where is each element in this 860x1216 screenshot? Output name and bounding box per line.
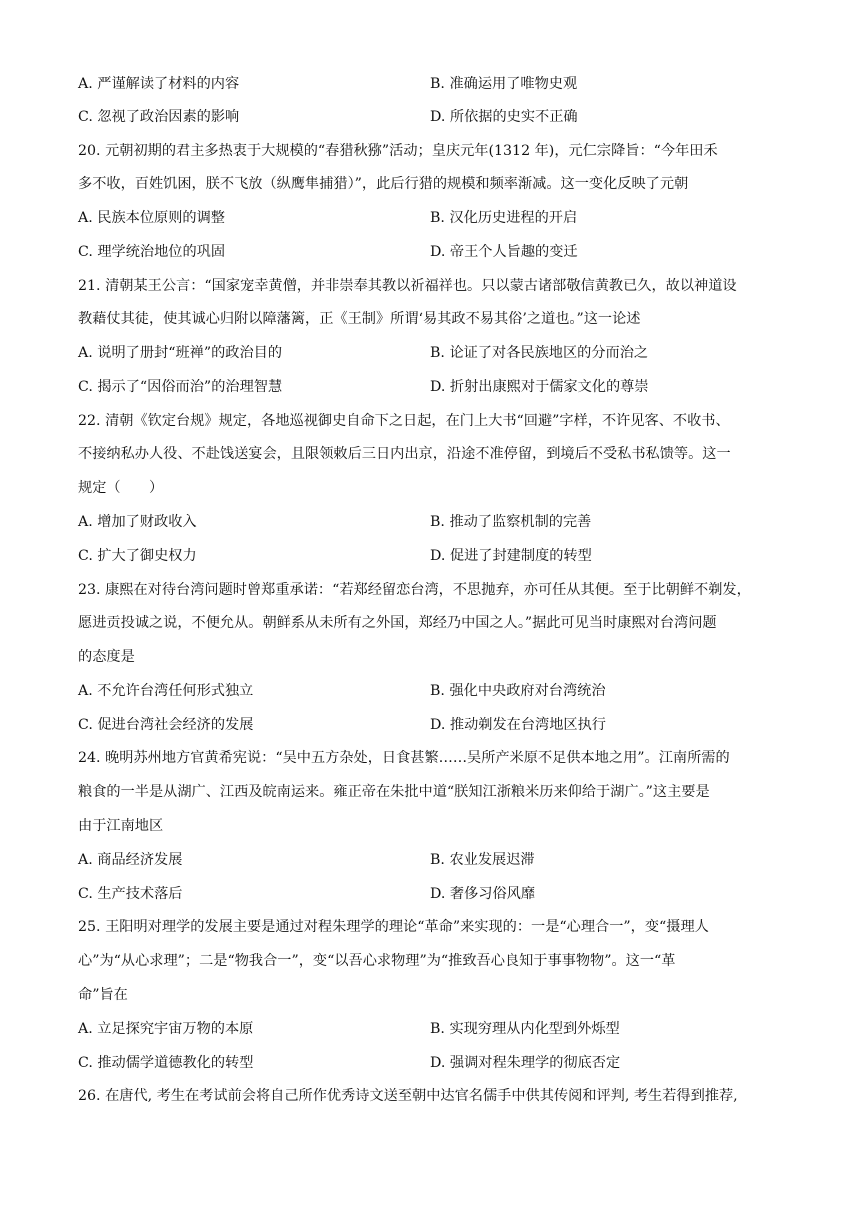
q24-stem-line-3: 由于江南地区 xyxy=(78,818,164,834)
q24-option-d: D. 奢侈习俗风靡 xyxy=(430,886,536,902)
q22-option-c: C. 扩大了御史权力 xyxy=(78,548,197,564)
q24-option-a: A. 商品经济发展 xyxy=(78,852,183,868)
q22-option-d: D. 促进了封建制度的转型 xyxy=(430,548,592,564)
q25-option-d: D. 强调对程朱理学的彻底否定 xyxy=(430,1055,621,1071)
q21-option-c: C. 揭示了“因俗而治”的治理智慧 xyxy=(78,379,283,395)
q20-option-a: A. 民族本位原则的调整 xyxy=(78,210,225,226)
q22-option-b: B. 推动了监察机制的完善 xyxy=(430,514,592,530)
q23-stem-line-2: 愿进贡投诚之说，不便允从。朝鲜系从未所有之外国，郑经乃中国之人。”据此可见当时康熙对台湾问题 xyxy=(78,615,717,631)
q21-option-a: A. 说明了册封“班禅”的政治目的 xyxy=(78,345,283,361)
q21-stem-line-1: 21. 清朝某王公言：“国家宠幸黄僧，并非崇奉其教以祈福祥也。只以蒙古诸部敬信黄教已久，故以神道设 xyxy=(78,278,737,294)
q20-stem-line-1: 20. 元朝初期的君主多热衷于大规模的“春猎秋猕”活动；皇庆元年(1312 年)，元仁宗降旨：“今年田禾 xyxy=(78,143,718,159)
q26-stem-line-1: 26. 在唐代, 考生在考试前会将自己所作优秀诗文送至朝中达官名儒手中供其传阅和评判, 考生若得到推荐, xyxy=(78,1088,738,1104)
q19-option-a: A. 严谨解读了材料的内容 xyxy=(78,76,240,92)
q25-option-b: B. 实现穷理从内化型到外烁型 xyxy=(430,1021,620,1037)
q24-option-c: C. 生产技术落后 xyxy=(78,886,183,902)
q24-stem-line-2: 粮食的一半是从湖广、江西及皖南运来。雍正帝在朱批中道“朕知江浙粮米历来仰给于湖广。”这主要是 xyxy=(78,784,710,800)
q25-stem-line-3: 命”旨在 xyxy=(78,987,128,1003)
q25-stem-line-1: 25. 王阳明对理学的发展主要是通过对程朱理学的理论“革命”来实现的：一是“心理合一”，变“摄理人 xyxy=(78,919,709,935)
q23-stem-line-3: 的态度是 xyxy=(78,649,135,665)
q22-stem-line-3: 规定（ ） xyxy=(78,480,164,496)
q21-option-b: B. 论证了对各民族地区的分而治之 xyxy=(430,345,649,361)
q25-stem-line-2: 心”为“从心求理”；二是“物我合一”，变“以吾心求物理”为“推致吾心良知于事事物物”。这一“革 xyxy=(78,953,676,969)
q25-option-a: A. 立足探究宇宙万物的本原 xyxy=(78,1021,254,1037)
q21-stem-line-2: 教藉仗其徒，使其诚心归附以障藩篱，正《王制》所谓‘易其政不易其俗’之道也。”这一论述 xyxy=(78,311,641,327)
q20-option-c: C. 理学统治地位的巩固 xyxy=(78,244,226,260)
q19-option-b: B. 准确运用了唯物史观 xyxy=(430,76,578,92)
q20-option-d: D. 帝王个人旨趣的变迁 xyxy=(430,244,578,260)
q21-option-d: D. 折射出康熙对于儒家文化的尊崇 xyxy=(430,379,649,395)
q19-option-d: D. 所依据的史实不正确 xyxy=(430,109,578,125)
q20-option-b: B. 汉化历史进程的开启 xyxy=(430,210,578,226)
q20-stem-line-2: 多不收，百姓饥困，朕不飞放（纵鹰隼捕猎）”，此后行猎的规模和频率渐减。这一变化反映了元朝 xyxy=(78,176,689,192)
q23-option-b: B. 强化中央政府对台湾统治 xyxy=(430,683,606,699)
q23-option-a: A. 不允许台湾任何形式独立 xyxy=(78,683,254,699)
q22-stem-line-2: 不接纳私办人役、不赴饯送宴会，且限领敕后三日内出京，沿途不准停留，到境后不受私书私馈等。这一 xyxy=(78,446,731,462)
q24-stem-line-1: 24. 晚明苏州地方官黄希宪说：“吴中五方杂处，日食甚繁……吴所产米原不足供本地之用”。江南所需的 xyxy=(78,750,730,766)
q23-option-d: D. 推动剃发在台湾地区执行 xyxy=(430,717,606,733)
q22-stem-line-1: 22. 清朝《钦定台规》规定，各地巡视御史自命下之日起，在门上大书“回避”字样，不许见客、不收书、 xyxy=(78,413,730,429)
q24-option-b: B. 农业发展迟滞 xyxy=(430,852,535,868)
q22-option-a: A. 增加了财政收入 xyxy=(78,514,197,530)
q23-stem-line-1: 23. 康熙在对待台湾问题时曾郑重承诺：“若郑经留恋台湾，不思抛弃，亦可任从其便。至于比朝鲜不剃发， xyxy=(78,582,751,598)
q19-option-c: C. 忽视了政治因素的影响 xyxy=(78,109,240,125)
q25-option-c: C. 推动儒学道德教化的转型 xyxy=(78,1055,254,1071)
q23-option-c: C. 促进台湾社会经济的发展 xyxy=(78,717,254,733)
